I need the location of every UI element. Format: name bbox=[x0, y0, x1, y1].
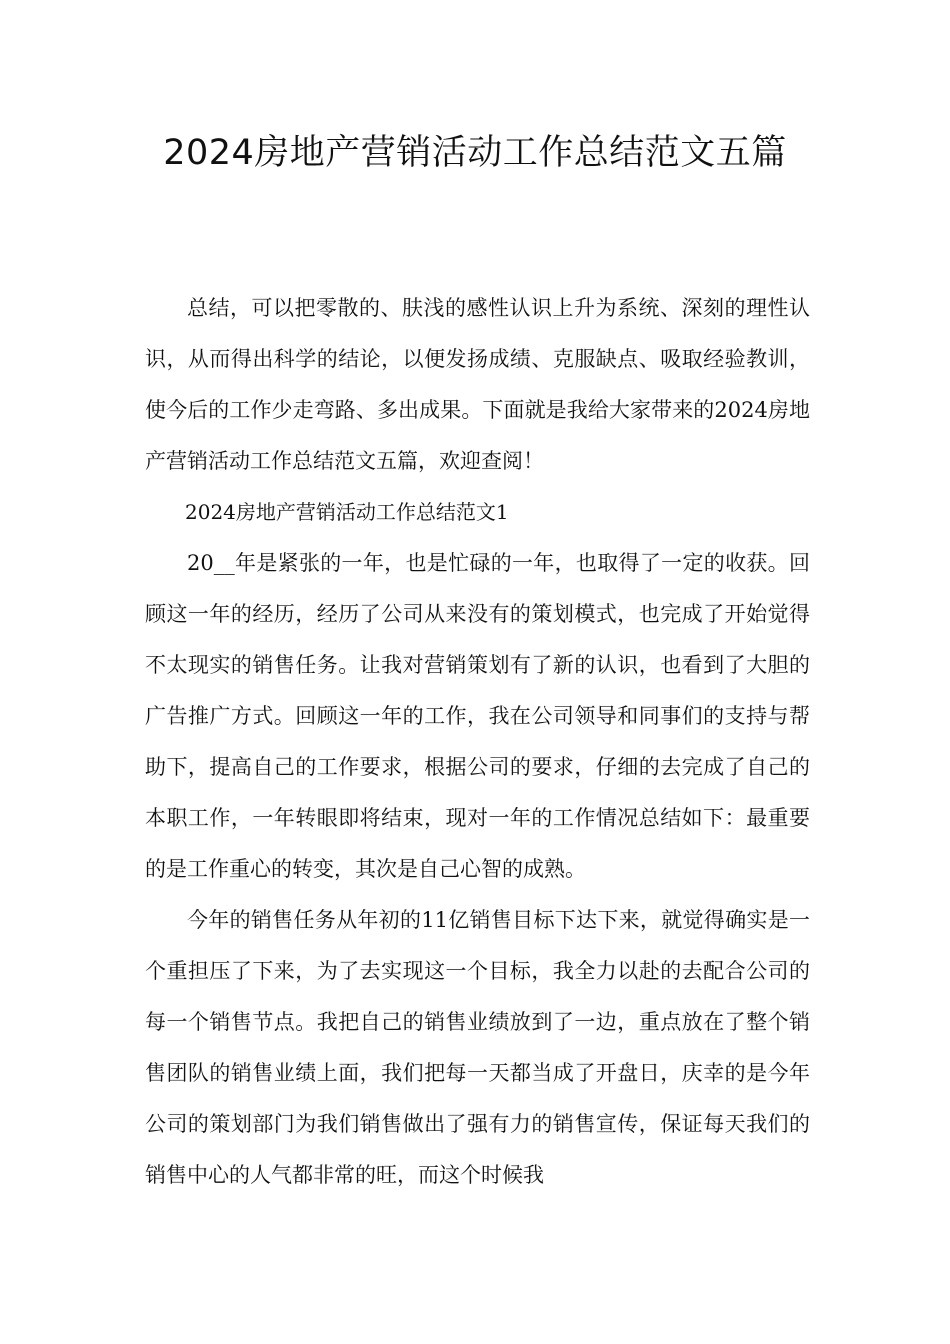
body-paragraph: 20__年是紧张的一年，也是忙碌的一年，也取得了一定的收获。回顾这一年的经历，经历了公司从来没有的策划模式，也完成了开始觉得不太现实的销售任务。让我对营销策划有了新的认识，也看到了大胆的广告推广方式。回顾这一年的工作，我在公司领导和同事们的支持与帮助下，提高自己的工作要求，根据公司的要求，仔细的去完成了自己的本职工作，一年转眼即将结束，现对一年的工作情况总结如下：最重要的是工作重心的转变，其次是自己心智的成熟。 bbox=[145, 551, 810, 881]
document-title: 2024房地产营销活动工作总结范文五篇 bbox=[163, 133, 787, 173]
body-paragraph: 今年的销售任务从年初的11亿销售目标下达下来，就觉得确实是一个重担压了下来，为了去实现这一个目标，我全力以赴的去配合公司的每一个销售节点。我把自己的销售业绩放到了一边，重点放在了整个销售团队的销售业绩上面，我们把每一天都当成了开盘日，庆幸的是今年公司的策划部门为我们销售做出了强有力的销售宣传，保证每天我们的销售中心的人气都非常的旺，而这个时候我 bbox=[145, 908, 810, 1187]
document-body bbox=[145, 283, 810, 1201]
intro-paragraph: 总结，可以把零散的、肤浅的感性认识上升为系统、深刻的理性认识，从而得出科学的结论，以便发扬成绩、克服缺点、吸取经验教训，使今后的工作少走弯路、多出成果。下面就是我给大家带来的2024房地产营销活动工作总结范文五篇，欢迎查阅！ bbox=[145, 296, 810, 473]
section-heading-1: 2024房地产营销活动工作总结范文1 bbox=[185, 500, 509, 524]
